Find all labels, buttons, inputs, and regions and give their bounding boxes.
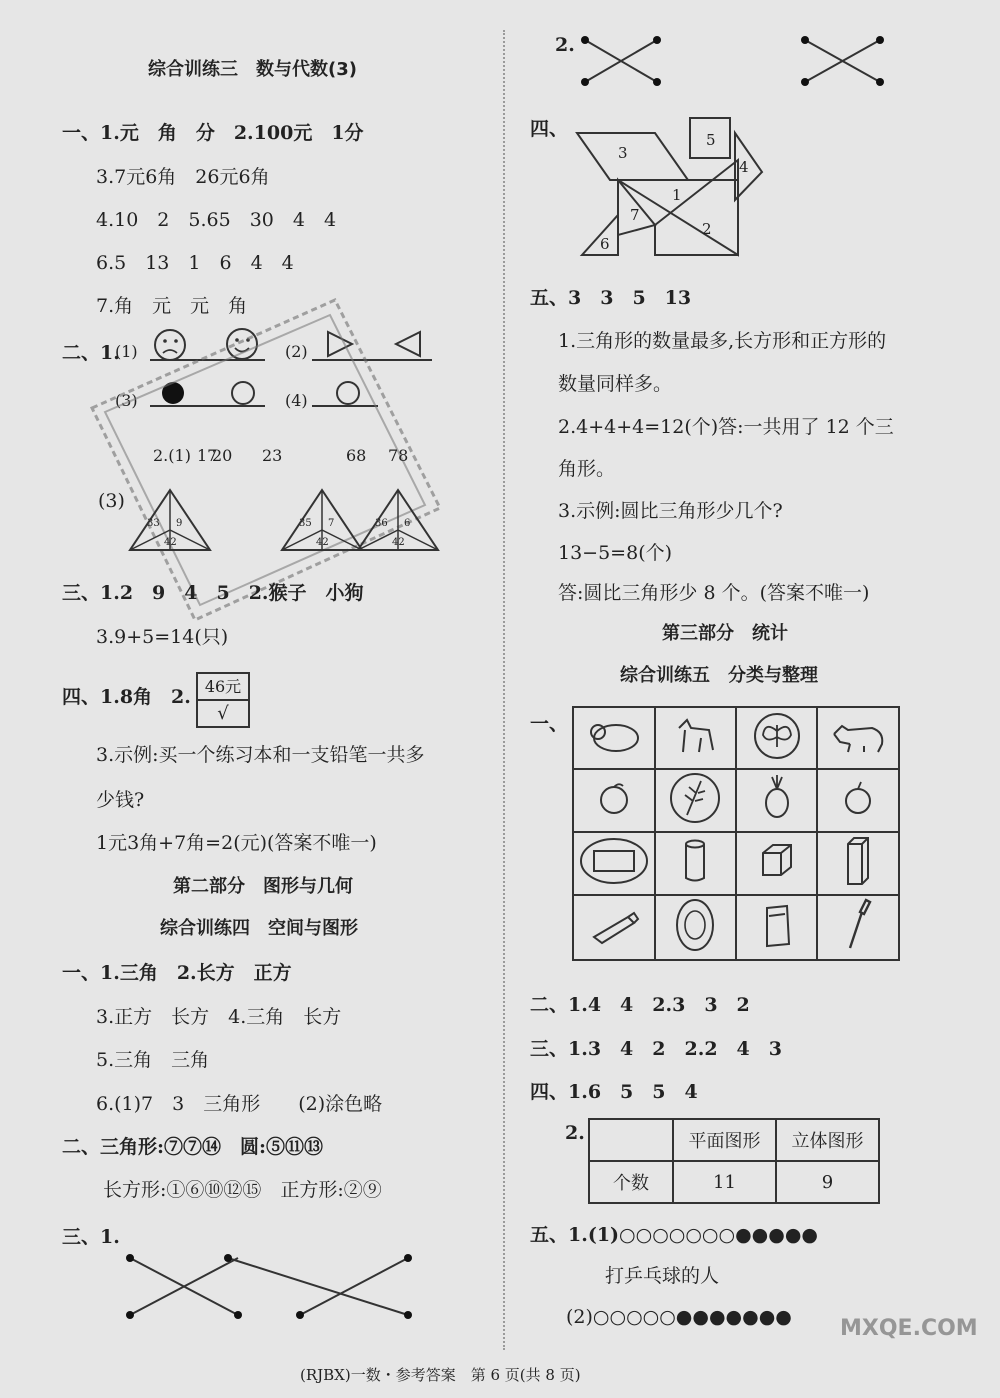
table-header: 立体图形 (776, 1119, 879, 1161)
triangle-number: 7 (328, 518, 335, 529)
rhino-icon (817, 707, 899, 769)
horse-icon (655, 707, 736, 769)
toothpaste-icon (573, 895, 655, 960)
tangram-piece-number: 5 (706, 131, 716, 149)
table-header-blank (589, 1119, 673, 1161)
table-cell: 11 (673, 1161, 776, 1203)
triangle-number: 35 (299, 518, 312, 529)
answer-line: 4.10 2 5.65 30 4 4 (96, 209, 337, 231)
answer-line: 角形。 (558, 458, 616, 480)
number-value: 23 (262, 446, 283, 465)
section-title-4: 综合训练四 空间与图形 (160, 918, 358, 939)
hippo-icon (573, 707, 655, 769)
matching-lines (581, 36, 884, 86)
answer-line: 13−5=8(个) (558, 542, 673, 564)
answer-line: 6.(1)7 3 三角形 (2)涂色略 (96, 1093, 383, 1115)
tangram-piece-number: 1 (672, 186, 682, 204)
classification-grid (572, 706, 900, 961)
peach-icon (573, 769, 655, 832)
tangram-piece-number: 3 (618, 144, 628, 162)
triangle-number: 6 (404, 518, 411, 529)
answer-label: 2.(1) (153, 446, 191, 465)
wheat-icon (655, 769, 736, 832)
answer-line: 二、1.4 4 2.3 3 2 (530, 994, 750, 1016)
triangle-number: 42 (316, 537, 329, 548)
tangram-piece-number: 7 (630, 206, 640, 224)
canned-food-icon (655, 895, 736, 960)
number-value: 17 (197, 446, 218, 465)
number-value: 78 (388, 446, 409, 465)
answer-label: 2. (565, 1122, 585, 1144)
table-header: 平面图形 (673, 1119, 776, 1161)
answer-line: 3.7元6角 26元6角 (96, 166, 270, 188)
tangram-piece-number: 4 (739, 158, 749, 176)
triangle-number: 42 (164, 537, 177, 548)
answer-line: 一、1.三角 2.长方 正方 (62, 962, 292, 984)
answer-line: 三、1.3 4 2 2.2 4 3 (530, 1038, 782, 1060)
answer-line: 3.示例:圆比三角形少几个? (558, 500, 783, 522)
answer-label: 二、1. (62, 342, 120, 364)
tally-caption: 打乒乓球的人 (605, 1265, 720, 1287)
cube-icon (736, 832, 817, 895)
answer-line: 3.9+5=14(只) (96, 626, 229, 648)
triangle-number: 36 (375, 518, 388, 529)
triangle-number: 9 (176, 518, 183, 529)
count-table (588, 1118, 880, 1204)
triangle-left-icon (396, 332, 420, 356)
number-value: 20 (212, 446, 233, 465)
watermark-logo: MXQE.COM (840, 1316, 978, 1341)
part-title-2: 第二部分 图形与几何 (173, 876, 353, 897)
answer-line: 2.4+4+4=12(个)答:一共用了 12 个三 (558, 416, 894, 438)
number-value: 68 (346, 446, 367, 465)
tangram-piece-number: 6 (600, 235, 610, 253)
answer-line: 三、1.2 9 4 5 2.猴子 小狗 (62, 582, 364, 604)
part-label: (3) (115, 391, 138, 410)
section-title-5: 综合训练五 分类与整理 (620, 665, 818, 686)
cylinder-icon (655, 832, 736, 895)
answer-line: 少钱? (96, 789, 145, 811)
toothbrush-icon (817, 895, 899, 960)
answer-line: 5.三角 三角 (96, 1049, 210, 1071)
part-label: (4) (285, 391, 308, 410)
answer-label: 一、 (530, 713, 569, 735)
price-label: 46元 (198, 674, 248, 701)
answer-line: 四、1.6 5 5 4 (530, 1081, 698, 1103)
answer-line: 1元3角+7角=2(元)(答案不唯一) (96, 832, 377, 854)
apple-icon (817, 769, 899, 832)
triangle-number: 33 (147, 518, 160, 529)
table-row-label: 个数 (589, 1161, 673, 1203)
answer-label: (3) (98, 490, 125, 512)
answer-line: 3.正方 长方 4.三角 长方 (96, 1006, 342, 1028)
pineapple-icon (736, 769, 817, 832)
answer-label: 三、1. (62, 1226, 120, 1248)
part-title-3: 第三部分 统计 (662, 623, 788, 644)
cuboid-icon (817, 832, 899, 895)
part-label: (1) (115, 342, 138, 361)
answer-line: 数量同样多。 (558, 373, 673, 395)
answer-line: 一、1.元 角 分 2.100元 1分 (62, 122, 364, 144)
rectangle-plate-icon (573, 832, 655, 895)
answer-label: 四、 (530, 118, 569, 140)
happy-face-icon (227, 329, 257, 359)
part-label: (2) (285, 342, 308, 361)
answer-line: 3.示例:买一个练习本和一支铅笔一共多 (96, 744, 425, 766)
tally-line: (2)○○○○○●●●●●●● (566, 1306, 792, 1328)
empty-circle-icon (232, 382, 254, 404)
answer-line: 1.三角形的数量最多,长方形和正方形的 (558, 330, 887, 352)
sad-face-icon (155, 330, 185, 360)
answer-line: 答:圆比三角形少 8 个。(答案不唯一) (558, 582, 870, 604)
check-mark-icon: √ (217, 703, 229, 724)
answer-line: 五、3 3 5 13 (530, 287, 692, 309)
answer-line: 二、三角形:⑦⑦⑭ 圆:⑤⑪⑬ (62, 1136, 324, 1158)
empty-circle-icon (337, 382, 359, 404)
butterfly-icon (736, 707, 817, 769)
triangle-number: 42 (392, 537, 405, 548)
answer-label: 2. (555, 34, 575, 56)
tally-line: 五、1.(1)○○○○○○○●●●●● (530, 1224, 818, 1246)
answer-line: 长方形:①⑥⑩⑫⑮ 正方形:②⑨ (103, 1179, 382, 1201)
answer-label: 四、1.8角 2. (62, 686, 191, 708)
snack-bag-icon (736, 895, 817, 960)
matching-lines (126, 1254, 412, 1319)
answer-line: 6.5 13 1 6 4 4 (96, 252, 294, 274)
section-title-3: 综合训练三 数与代数(3) (148, 59, 357, 80)
tangram-piece-number: 2 (702, 220, 712, 238)
answer-line: 7.角 元 元 角 (96, 295, 248, 317)
page-footer: (RJBX)一数・参考答案 第 6 页(共 8 页) (300, 1366, 581, 1384)
price-check-box (196, 672, 250, 728)
table-cell: 9 (776, 1161, 879, 1203)
